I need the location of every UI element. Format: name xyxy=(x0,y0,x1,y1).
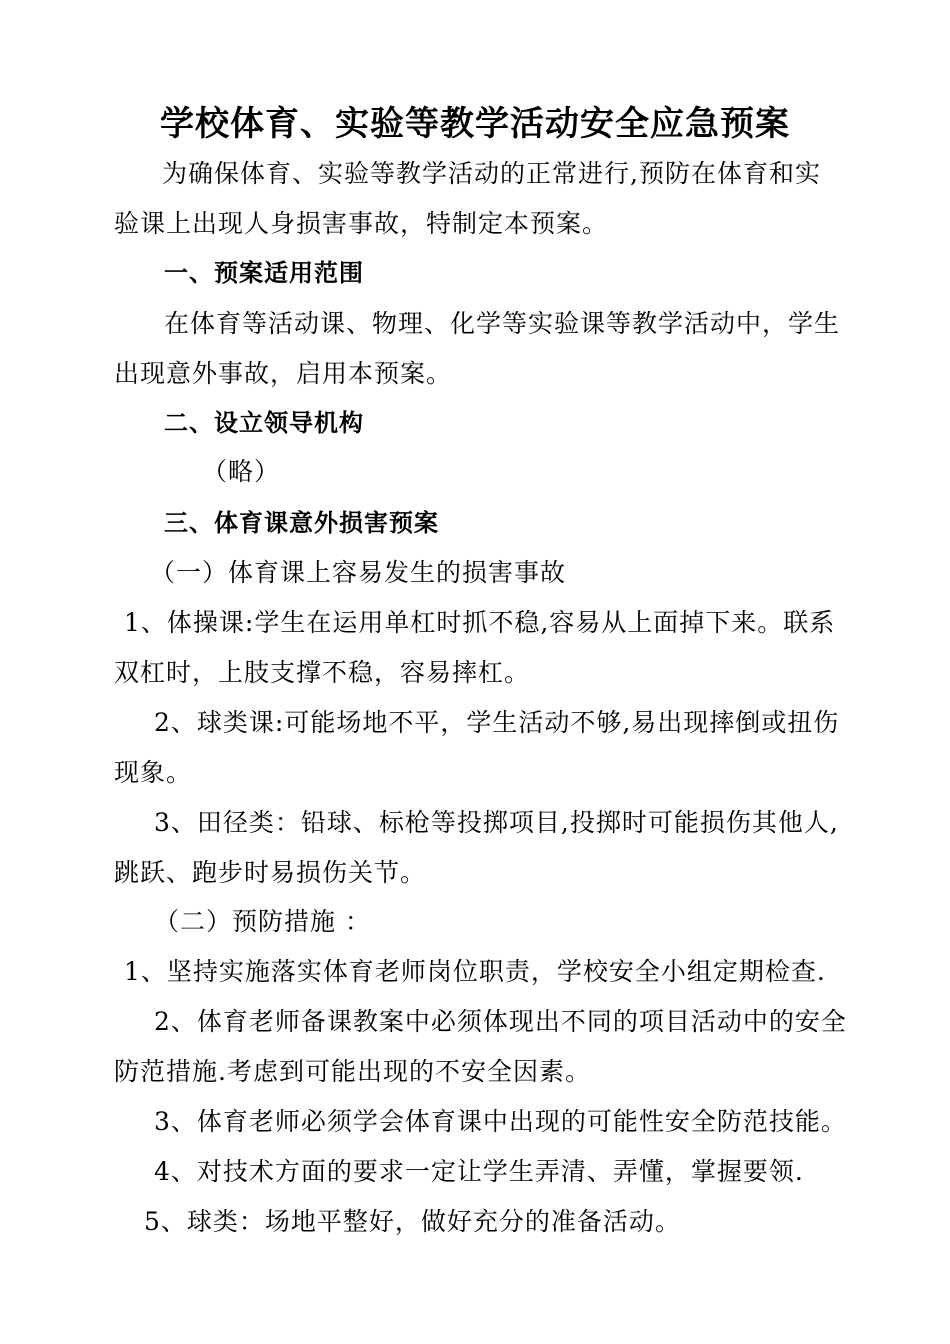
intro-line-1: 为确保体育、实验等教学活动的正常进行,预防在体育和实 xyxy=(162,159,821,188)
document-title: 学校体育、实验等教学活动安全应急预案 xyxy=(160,104,790,144)
accident-item-3-line-2: 跳跃、跑步时易损伤关节。 xyxy=(114,858,427,887)
prevention-item-2-line-2: 防范措施.考虑到可能出现的不安全因素。 xyxy=(114,1057,591,1086)
scope-line-2: 出现意外事故，启用本预案。 xyxy=(114,359,453,388)
intro-line-2: 验课上出现人身损害事故，特制定本预案。 xyxy=(114,209,609,238)
section-heading-scope: 一、预案适用范围 xyxy=(164,259,364,287)
prevention-item-4: 4、对技术方面的要求一定让学生弄清、弄懂，掌握要领. xyxy=(154,1157,804,1186)
accident-item-3-line-1: 3、田径类：铅球、标枪等投掷项目,投掷时可能损伤其他人, xyxy=(154,808,839,837)
subsection-heading-accidents: （一）体育课上容易发生的损害事故 xyxy=(150,558,567,587)
accident-item-2-line-2: 现象。 xyxy=(114,758,193,787)
leadership-omitted: （略） xyxy=(202,457,281,486)
accident-item-1-line-2: 双杠时，上肢支撑不稳，容易摔杠。 xyxy=(114,658,531,687)
accident-item-1-line-1: 1、体操课:学生在运用单杠时抓不稳,容易从上面掉下来。联系 xyxy=(124,608,836,637)
prevention-item-5: 5、球类：场地平整好，做好充分的准备活动。 xyxy=(144,1207,681,1236)
prevention-item-1: 1、坚持实施落实体育老师岗位职责，学校安全小组定期检查. xyxy=(124,957,826,986)
section-heading-pe-injury: 三、体育课意外损害预案 xyxy=(164,509,439,537)
prevention-item-3: 3、体育老师必须学会体育课中出现的可能性安全防范技能。 xyxy=(154,1107,847,1136)
scope-line-1: 在体育等活动课、物理、化学等实验课等教学活动中，学生 xyxy=(164,309,841,338)
section-heading-leadership: 二、设立领导机构 xyxy=(164,409,364,437)
accident-item-2-line-1: 2、球类课:可能场地不平，学生活动不够,易出现摔倒或扭伤 xyxy=(154,708,840,737)
prevention-item-2-line-1: 2、体育老师备课教案中必须体现出不同的项目活动中的安全 xyxy=(154,1007,847,1036)
subsection-heading-prevention: （二）预防措施 ： xyxy=(154,907,371,936)
